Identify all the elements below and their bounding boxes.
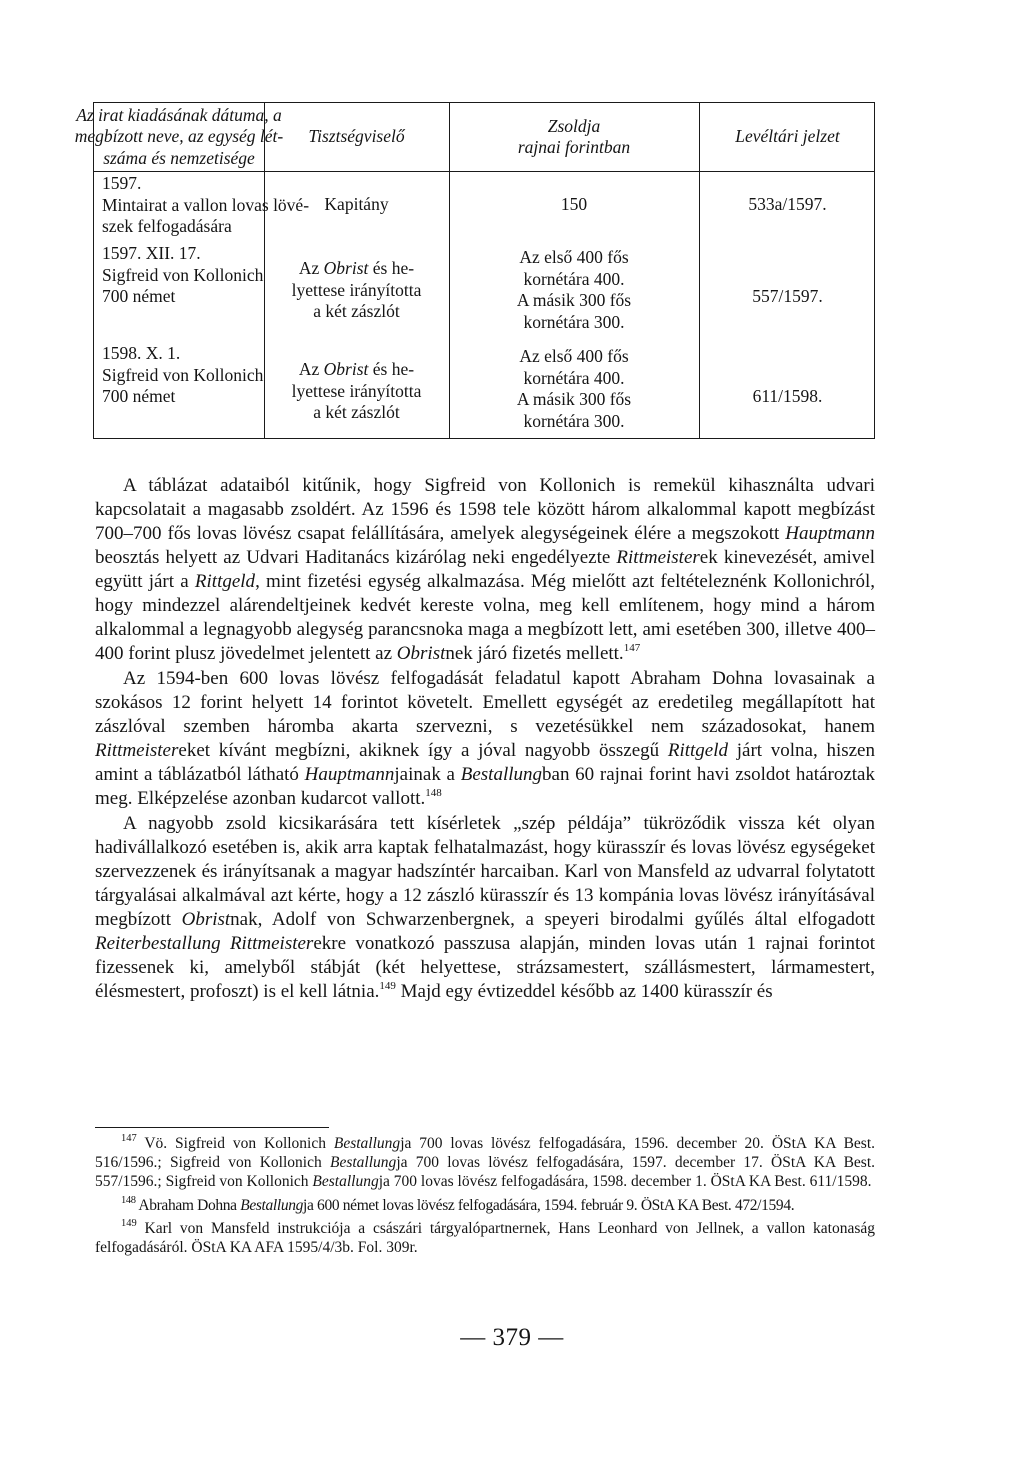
table-row-1-pay: 150	[560, 194, 588, 214]
page-number: — 379 —	[460, 1324, 564, 1351]
row-date: 1597. XII. 17.	[102, 243, 201, 263]
header-line: megbízott neve, az egység lét-	[74, 126, 284, 147]
table-row-2-ref: 557/1597.	[752, 286, 823, 306]
table-row-2-pay: Az első 400 fős kornétára 400. A másik 300 fős kornétára 300.	[516, 247, 632, 332]
row-desc: 700 német	[102, 286, 176, 306]
footnote-number: 147	[121, 1133, 137, 1144]
body-text	[95, 474, 875, 1004]
header-date-name	[74, 103, 284, 171]
header-line: Zsoldja	[547, 115, 601, 136]
officer-line: Az Obrist és he-	[298, 258, 415, 278]
table-row-3-pay: Az első 400 fős kornétára 400. A másik 300 fős kornétára 300.	[516, 346, 632, 431]
footnote-number: 148	[121, 1194, 136, 1206]
table-row-2-officer: Az Obrist és he- lyettese irányította a két zászlót	[264, 258, 449, 323]
header-archive-ref: Levéltári jelzet	[735, 126, 840, 147]
table-row-3-officer: Az Obrist és he- lyettese irányította a két zászlót	[264, 359, 449, 424]
header-officer: Tisztségviselő	[308, 126, 405, 147]
row-desc: Mintairat a vallon lovas lövé-	[102, 194, 310, 215]
footnote-ref: 148	[425, 787, 442, 799]
header-pay	[449, 103, 699, 171]
paragraph-1: A táblázat adataiból kitűnik, hogy Sigfreid von Kollonich is remekül kihasználta udvari kapcsolatait a magasabb zsoldért. Az 1596 és 1598 tele között három alkalommal kapott megbízást 700–700 fős lovas lövész csapat felállítására, amelyek alegységeinek élére a megszokott Hauptmann beosztás helyett az Udvari Haditanács kizárólag neki engedélyezte Rittmeisterek kinevezését, amivel együtt járt a Rittgeld, mint fizetési egység alkalmazása. Még mielőtt azt feltételeznénk Kollonichról, hogy mindezzel alárendeltjeinek kedvét kereste volna, meg kell említenem, hogy mind a három alkalommal a legnagyobb alegység parancsnoka maga a megbízott lett, ami esetében 300, illetve 400–400 forint plusz jövedelmet jelentett az Obristnek járó fizetés mellett.$^{147}$	[95, 475, 875, 664]
footnote-ref: 149	[379, 980, 396, 992]
footnote-separator	[95, 1127, 329, 1128]
header-divider	[94, 171, 874, 172]
footnotes	[95, 1134, 875, 1261]
table-row-1-date-desc	[102, 173, 310, 238]
table-row-3-ref: 611/1598.	[752, 386, 823, 406]
row-date: 1597.	[102, 173, 142, 193]
table-row-1-ref: 533a/1597.	[748, 194, 827, 214]
row-desc: Sigfreid von Kollonich	[102, 364, 264, 385]
footnote-147: $^{147}$ Vö. Sigfreid von Kollonich Bestallungja 700 lovas lövész felfogadására, 1596. december 20. ÖStA KA Best. 516/1596.; Sigfreid von Kollonich Bestallungja 700 lovas lövész felfogadására, 1597. december 17. ÖStA KA Best. 557/1596.; Sigfreid von Kollonich Bestallungja 700 lovas lövész felfogadására, 1598. december 1. ÖStA KA Best. 611/1598.	[95, 1133, 875, 1191]
header-line: száma és nemzetisége	[103, 147, 255, 168]
row-desc: Sigfreid von Kollonich	[102, 264, 264, 285]
data-table	[74, 102, 875, 439]
footnote-149: $^{149}$ Karl von Mansfeld instrukciója a császári tárgyalópartnernek, Hans Leonhard von Jellnek, a vallon katonaság felfogadásáról. ÖStA KA AFA 1595/4/3b. Fol. 309r.	[95, 1217, 875, 1257]
paragraph-3: A nagyobb zsold kicsikarására tett kísérletek „szép példája” tükröződik vissza két olyan hadivállalkozó esetében is, akik arra kaptak felhatalmazást, hogy kürasszír és lovas lövész egységeket szervezzenek és irányítsanak a magyar hadszíntér harcaiban. Karl von Mansfeld az udvarral folytatott tárgyalásai alkalmával azt kérte, hogy a 12 zászló kürasszír és 13 kompánia lovas lövész irányításával megbízott Obristnak, Adolf von Schwarzenbergnek, a speyeri birodalmi gyűlés által elfogadott Reiterbestallung Rittmeisterekre vonatkozó passzusa alapján, minden lovas után 1 rajnai forintot fizessenek ki, amelyből stábját (két helyettese, strázsamestert, szállásmestert, lármamestert, élésmestert, profoszt) is el kell látnia.$^{149}$ Majd egy évtizeddel később az 1400 kürasszír és	[95, 813, 875, 1002]
row-desc: szek felfogadására	[102, 216, 232, 236]
paragraph-2: Az 1594-ben 600 lovas lövész felfogadását feladatul kapott Abraham Dohna lovasainak a szokásos 12 forint helyett 14 forintot követelt. Emellett egységét az eredetileg megállapított hat zászlóval szemben háromba akarta szervezni, s vezetésükkel nem századosokat, hanem Rittmeistereket kívánt megbízni, akiknek így a jóval nagyobb összegű Rittgeld járt volna, hiszen amint a táblázatból látható Hauptmannjainak a Bestallungban 60 rajnai forint havi zsoldot határoztak meg. Elképzelése azonban kudarcot vallott.$^{148}$	[95, 668, 875, 809]
header-line: Az irat kiadásának dátuma, a	[76, 104, 282, 125]
footnote-148: $^{148}$ Abraham Dohna Bestallungja 600 német lovas lövész felfogadására, 1594. február 9. ÖStA KA Best. 472/1594.	[121, 1194, 795, 1214]
table-row-1-officer: Kapitány	[324, 194, 389, 214]
footnote-ref: 147	[623, 642, 641, 654]
table-row-2-date-desc	[102, 243, 262, 308]
row-date: 1598. X. 1.	[102, 343, 181, 363]
header-line: rajnai forintban	[517, 137, 631, 157]
officer-line: Az Obrist és he-	[298, 359, 415, 379]
footnote-number: 149	[121, 1217, 137, 1229]
table-row-3-date-desc	[102, 343, 262, 408]
row-desc: 700 német	[102, 386, 176, 406]
